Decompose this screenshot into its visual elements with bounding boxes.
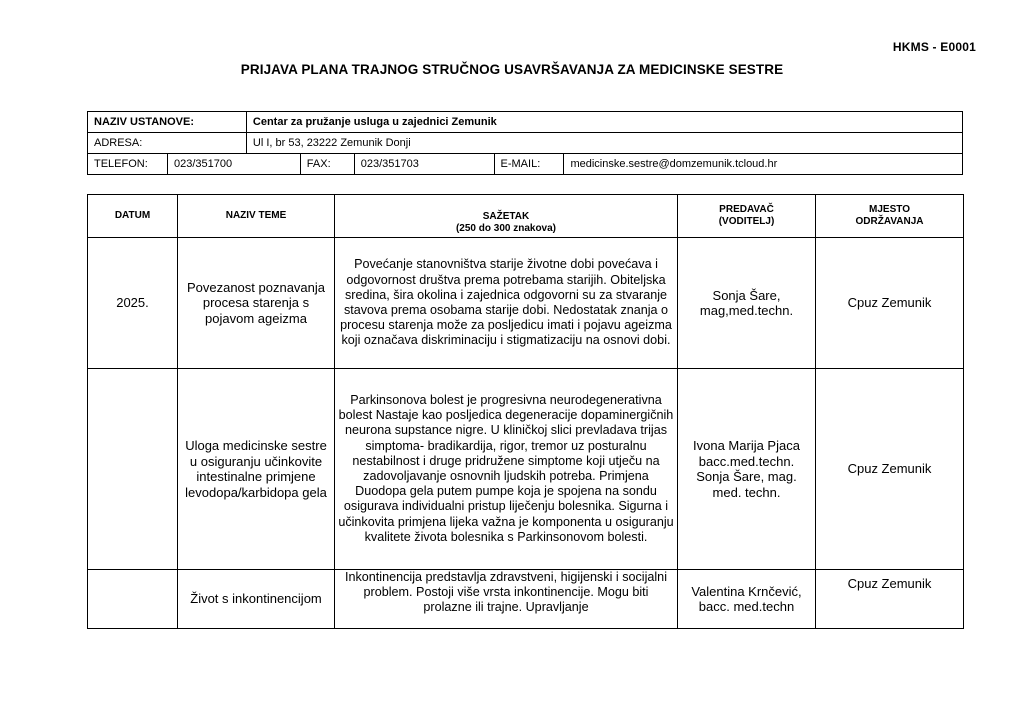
row-summary-cell	[335, 570, 678, 629]
document-code: HKMS - E0001	[892, 40, 976, 54]
row-topic: Povezanost poznavanja procesa starenja s pojavom ageizma	[178, 238, 335, 369]
table-header-row	[88, 195, 964, 238]
header-summary-sub: (250 do 300 znakova)	[455, 223, 557, 234]
institution-info-table	[87, 111, 963, 175]
table-row	[88, 238, 964, 369]
header-location-label: MJESTO	[869, 204, 910, 215]
email-label: E-MAIL:	[494, 154, 564, 175]
header-location	[816, 195, 964, 238]
fax-label: FAX:	[300, 154, 354, 175]
row-summary: Povećanje stanovništva starije životne dobi povećava i odgovornost društva prema potrebama starijih. Obiteljska sredina, šira okolina i zajednica odgovorni su za stvaranje stavova prema osobama starije dobi. Nedostatak znanja o procesu starenja može za posljedicu imati i pojavu ageizma koji označava diskriminaciju i stigmatizaciju na osnovi dobi.	[335, 238, 678, 369]
header-summary-label: SAŽETAK	[482, 211, 530, 222]
row-topic: Uloga medicinske sestre u osiguranju učinkovite intestinalne primjene levodopa/karbidopa gela	[178, 369, 335, 570]
header-location-sub: ODRŽAVANJA	[855, 216, 924, 227]
row-date: 2025.	[88, 238, 178, 369]
address-row	[88, 133, 963, 154]
institution-name-value: Centar za pružanje usluga u zajednici Zemunik	[246, 112, 962, 133]
fax-value: 023/351703	[354, 154, 494, 175]
table-row	[88, 369, 964, 570]
row-location: Cpuz Zemunik	[816, 369, 964, 570]
document-title: PRIJAVA PLANA TRAJNOG STRUČNOG USAVRŠAVANJA ZA MEDICINSKE SESTRE	[240, 62, 784, 77]
row-summary: Inkontinencija predstavlja zdravstveni, higijenski i socijalni problem. Postoji više vrsta inkontinencije. Mogu biti prolazne ili trajne. Upravljanje	[344, 570, 667, 615]
phone-value: 023/351700	[167, 154, 300, 175]
row-date	[88, 570, 178, 629]
header-date: DATUM	[88, 195, 178, 238]
row-location: Cpuz Zemunik	[816, 238, 964, 369]
address-value: Ul I, br 53, 23222 Zemunik Donji	[246, 133, 962, 154]
header-topic: NAZIV TEME	[178, 195, 335, 238]
row-date	[88, 369, 178, 570]
row-summary: Parkinsonova bolest je progresivna neurodegenerativna bolest Nastaje kao posljedica degeneracije dopaminergičnih neurona supstance nigre. U kliničkoj slici prevladava trijas simptoma- bradikardija, rigor, tremor uz posturalnu nestabilnost i druge pridružene simptome koji utječu na zadovoljavanje osnovnih ljudskih potreba. Primjena Duodopa gela putem pumpe koja je spojena na sondu osigurava individualni pristup liječenju bolesnika. Sigurna i učinkovita primjena lijeka važna je komponenta u osiguranju kvalitete života bolesnika s Parkinsonovom bolesti.	[335, 369, 678, 570]
header-lecturer	[678, 195, 816, 238]
header-lecturer-label: PREDAVAČ	[719, 204, 774, 215]
table-row	[88, 570, 964, 629]
header-summary	[335, 195, 678, 238]
education-plan-table	[87, 194, 964, 629]
row-lecturer: Valentina Krnčević, bacc. med.techn	[678, 570, 816, 629]
row-lecturer: Ivona Marija Pjaca bacc.med.techn. Sonja Šare, mag. med. techn.	[678, 369, 816, 570]
header-lecturer-sub: (VODITELJ)	[718, 216, 775, 227]
address-label: ADRESA:	[88, 133, 247, 154]
row-lecturer: Sonja Šare, mag,med.techn.	[678, 238, 816, 369]
row-topic: Život s inkontinencijom	[178, 570, 335, 629]
contact-row	[88, 154, 963, 175]
institution-name-row	[88, 112, 963, 133]
email-value: medicinske.sestre@domzemunik.tcloud.hr	[564, 154, 963, 175]
institution-name-label: NAZIV USTANOVE:	[88, 112, 247, 133]
phone-label: TELEFON:	[88, 154, 168, 175]
row-location: Cpuz Zemunik	[816, 570, 964, 629]
